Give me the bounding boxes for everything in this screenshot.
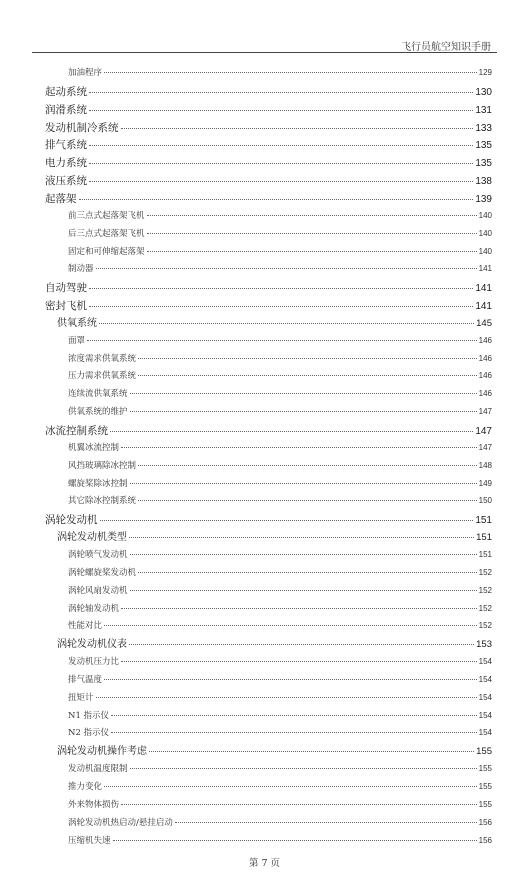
dot-leader bbox=[104, 679, 477, 680]
toc-entry[interactable] bbox=[0, 248, 529, 257]
toc-entry[interactable] bbox=[0, 176, 529, 187]
toc-entry[interactable] bbox=[0, 747, 529, 757]
toc-entry[interactable] bbox=[0, 819, 529, 828]
toc-entry-title: 供氧系统的维护 bbox=[68, 407, 128, 418]
toc-entry[interactable] bbox=[0, 301, 529, 312]
toc-page-number: 131 bbox=[475, 104, 492, 116]
toc-page-number: 147 bbox=[475, 426, 492, 437]
dot-leader bbox=[79, 199, 474, 200]
dot-leader bbox=[175, 822, 477, 823]
toc-entry[interactable] bbox=[0, 622, 529, 631]
toc-entry-title: 连续流供氧系统 bbox=[68, 389, 128, 400]
toc-entry[interactable] bbox=[0, 801, 529, 810]
toc-entry[interactable] bbox=[0, 319, 529, 329]
toc-entry-title: 涡轮风扇发动机 bbox=[68, 585, 128, 596]
toc-entry[interactable] bbox=[0, 729, 529, 738]
toc-entry[interactable] bbox=[0, 480, 529, 489]
toc-entry-title: 排气系统 bbox=[45, 139, 87, 152]
dot-leader bbox=[130, 768, 477, 769]
toc-page-number: 154 bbox=[478, 692, 492, 702]
dot-leader bbox=[104, 625, 477, 626]
toc-entry-title: 压缩机失速 bbox=[68, 835, 111, 846]
toc-entry-title: 排气温度 bbox=[68, 674, 103, 685]
toc-entry-title: 加油程序 bbox=[68, 68, 103, 78]
toc-entry[interactable] bbox=[0, 533, 529, 543]
toc-entry-title: 后三点式起落架飞机 bbox=[68, 228, 145, 239]
dot-leader bbox=[130, 590, 477, 591]
toc-page-number: 148 bbox=[478, 460, 492, 470]
toc-entry[interactable] bbox=[0, 337, 529, 346]
toc-page-number: 129 bbox=[478, 68, 492, 77]
header-title: 飞行员航空知识手册 bbox=[401, 42, 491, 53]
toc-page-number: 154 bbox=[478, 674, 492, 684]
toc-page-number: 152 bbox=[478, 585, 492, 595]
toc-entry-title: 推力变化 bbox=[68, 782, 103, 792]
dot-leader bbox=[89, 306, 473, 307]
toc-page-number: 139 bbox=[475, 193, 492, 205]
toc-entry[interactable] bbox=[0, 515, 529, 526]
toc-entry-title: 起落架 bbox=[45, 192, 77, 205]
dot-leader bbox=[89, 163, 473, 164]
toc-entry[interactable] bbox=[0, 712, 529, 721]
toc-page-number: 156 bbox=[478, 835, 492, 845]
toc-page-number: 152 bbox=[478, 621, 492, 631]
dot-leader bbox=[89, 92, 473, 93]
toc-page-number: 141 bbox=[478, 264, 492, 274]
dot-leader bbox=[100, 520, 474, 521]
dot-leader bbox=[121, 608, 477, 609]
toc-entry[interactable] bbox=[0, 837, 529, 846]
dot-leader bbox=[138, 500, 477, 501]
toc-entry-title: N1 指示仪 bbox=[68, 710, 110, 721]
toc-page-number: 155 bbox=[478, 782, 492, 791]
toc-entry-title: 涡轮喷气发动机 bbox=[68, 549, 128, 560]
toc-entry[interactable] bbox=[0, 69, 529, 78]
toc-page-number: 133 bbox=[475, 122, 492, 134]
dot-leader bbox=[130, 411, 477, 412]
toc-entry[interactable] bbox=[0, 676, 529, 685]
dot-leader bbox=[121, 128, 474, 129]
dot-leader bbox=[138, 375, 477, 376]
toc-entry-title: 发动机温度限制 bbox=[68, 764, 128, 775]
toc-page-number: 151 bbox=[475, 515, 492, 527]
dot-leader bbox=[110, 431, 473, 432]
toc-entry[interactable] bbox=[0, 265, 529, 274]
dot-leader bbox=[147, 215, 477, 216]
toc-page-number: 153 bbox=[476, 639, 492, 651]
toc-page-number: 135 bbox=[475, 158, 492, 170]
toc-entry[interactable] bbox=[0, 87, 529, 98]
toc-entry-title: 自动驾驶 bbox=[45, 282, 87, 295]
toc-entry[interactable] bbox=[0, 408, 529, 417]
toc-entry[interactable] bbox=[0, 355, 529, 364]
dot-leader bbox=[111, 732, 477, 733]
toc-page-number: 151 bbox=[476, 532, 492, 544]
toc-entry-title: 面罩 bbox=[68, 335, 86, 346]
dot-leader bbox=[111, 715, 477, 716]
toc-page-number: 145 bbox=[476, 317, 492, 329]
toc-entry[interactable] bbox=[0, 587, 529, 596]
toc-page-number: 140 bbox=[478, 210, 492, 220]
toc-entry[interactable] bbox=[0, 569, 529, 578]
toc-page-number: 156 bbox=[478, 817, 492, 827]
toc-page-number: 151 bbox=[478, 549, 492, 559]
toc-entry-title: 其它除冰控制系统 bbox=[68, 496, 137, 507]
dot-leader bbox=[147, 251, 477, 252]
toc-page-number: 154 bbox=[478, 728, 492, 738]
toc-entry-title: 风挡玻璃除冰控制 bbox=[68, 460, 137, 471]
toc-page-number: 138 bbox=[475, 176, 492, 188]
dot-leader bbox=[130, 483, 477, 484]
toc-entry-title: 密封飞机 bbox=[45, 300, 87, 313]
toc-entry-title: 外来物体损伤 bbox=[68, 799, 120, 810]
toc-entry-title: 固定和可伸缩起落架 bbox=[68, 246, 145, 257]
toc-entry[interactable] bbox=[0, 783, 529, 792]
toc-entry[interactable] bbox=[0, 694, 529, 703]
dot-leader bbox=[121, 804, 477, 805]
toc-entry[interactable] bbox=[0, 462, 529, 471]
dot-leader bbox=[138, 358, 477, 359]
toc-page-number: 146 bbox=[478, 389, 492, 399]
toc-entry-title: 浓度需求供氧系统 bbox=[68, 353, 137, 364]
toc-page-number: 150 bbox=[478, 496, 492, 506]
dot-leader bbox=[138, 572, 477, 573]
dot-leader bbox=[149, 751, 474, 752]
toc-entry-title: 螺旋桨除冰控制 bbox=[68, 478, 128, 489]
toc-entry-title: 涡轮发动机类型 bbox=[57, 532, 127, 544]
header-divider bbox=[32, 52, 497, 53]
toc-entry-title: 发动机制冷系统 bbox=[45, 121, 119, 134]
toc-page-number: 140 bbox=[478, 246, 492, 256]
toc-entry-title: 涡轮轴发动机 bbox=[68, 603, 120, 614]
toc-entry-title: 前三点式起落架飞机 bbox=[68, 210, 145, 221]
toc-entry[interactable] bbox=[0, 551, 529, 560]
toc-entry-title: 涡轮发动机操作考虑 bbox=[57, 746, 147, 758]
toc-entry-title: 压力需求供氧系统 bbox=[68, 371, 137, 382]
dot-leader bbox=[113, 840, 477, 841]
toc-entry-title: N2 指示仪 bbox=[68, 728, 110, 739]
toc-entry-title: 涡轮螺旋桨发动机 bbox=[68, 567, 137, 578]
toc-page-number: 147 bbox=[478, 442, 492, 452]
toc-page-number: 141 bbox=[475, 301, 492, 313]
toc-page-number: 146 bbox=[478, 371, 492, 381]
toc-entry-title: 液压系统 bbox=[45, 175, 87, 188]
toc-entry[interactable] bbox=[0, 497, 529, 506]
toc-page-number: 152 bbox=[478, 567, 492, 577]
dot-leader bbox=[147, 233, 477, 234]
toc-entry-title: 性能对比 bbox=[68, 621, 103, 632]
dot-leader bbox=[89, 110, 473, 111]
toc-entry[interactable] bbox=[0, 390, 529, 399]
dot-leader bbox=[96, 697, 477, 698]
toc-page-number: 141 bbox=[475, 283, 492, 295]
toc-page-number: 135 bbox=[475, 140, 492, 152]
toc-page-number: 154 bbox=[478, 710, 492, 720]
toc-entry-title: 扭矩计 bbox=[68, 692, 94, 703]
page-footer: 第 7 页 bbox=[248, 858, 281, 869]
dot-leader bbox=[121, 661, 477, 662]
toc-entry[interactable] bbox=[0, 640, 529, 650]
toc-entry[interactable] bbox=[0, 658, 529, 667]
toc-entry[interactable] bbox=[0, 105, 529, 116]
toc-entry-title: 润滑系统 bbox=[45, 103, 87, 116]
toc-page-number: 140 bbox=[478, 228, 492, 238]
dot-leader bbox=[104, 72, 477, 73]
toc-entry-title: 涡轮发动机仪表 bbox=[57, 639, 127, 651]
dot-leader bbox=[138, 465, 477, 466]
toc-page-number: 147 bbox=[478, 407, 492, 417]
toc-page-number: 149 bbox=[478, 478, 492, 488]
toc-entry[interactable] bbox=[0, 194, 529, 205]
dot-leader bbox=[96, 268, 477, 269]
toc-entry[interactable] bbox=[0, 283, 529, 294]
toc-entry[interactable] bbox=[0, 372, 529, 381]
toc-entry-title: 发动机压力比 bbox=[68, 657, 120, 668]
toc-entry[interactable] bbox=[0, 212, 529, 221]
toc-entry-title: 冰流控制系统 bbox=[45, 425, 108, 437]
toc-entry-title: 电力系统 bbox=[45, 157, 87, 170]
toc-page-number: 146 bbox=[478, 353, 492, 363]
toc-entry-title: 涡轮发动机 bbox=[45, 514, 98, 527]
dot-leader bbox=[99, 323, 474, 324]
toc-entry[interactable] bbox=[0, 158, 529, 169]
toc-entry[interactable] bbox=[0, 605, 529, 614]
toc-page-number: 155 bbox=[476, 746, 492, 758]
dot-leader bbox=[89, 288, 473, 289]
toc-entry-title: 涡轮发动机热启动/悬挂启动 bbox=[68, 817, 173, 828]
toc-page-number: 154 bbox=[478, 657, 492, 667]
toc-page-number: 155 bbox=[478, 799, 492, 809]
toc-entry[interactable] bbox=[0, 444, 529, 453]
toc-page-number: 155 bbox=[478, 764, 492, 774]
toc-page-number: 130 bbox=[475, 86, 492, 98]
toc-entry-title: 起动系统 bbox=[45, 85, 87, 98]
dot-leader bbox=[87, 340, 477, 341]
toc-entry-title: 机翼冰流控制 bbox=[68, 442, 120, 453]
toc-entry[interactable] bbox=[0, 765, 529, 774]
toc-entry[interactable] bbox=[0, 140, 529, 151]
dot-leader bbox=[89, 145, 473, 146]
dot-leader bbox=[130, 393, 477, 394]
dot-leader bbox=[129, 644, 474, 645]
dot-leader bbox=[130, 554, 477, 555]
toc-page-number: 152 bbox=[478, 603, 492, 613]
dot-leader bbox=[121, 447, 477, 448]
toc-entry[interactable] bbox=[0, 426, 529, 437]
toc-entry[interactable] bbox=[0, 230, 529, 239]
toc-entry-title: 供氧系统 bbox=[57, 317, 97, 329]
dot-leader bbox=[89, 181, 473, 182]
toc-entry[interactable] bbox=[0, 123, 529, 134]
dot-leader bbox=[104, 786, 477, 787]
toc-page-number: 146 bbox=[478, 335, 492, 345]
toc-entry-title: 制动器 bbox=[68, 264, 94, 275]
dot-leader bbox=[129, 537, 474, 538]
